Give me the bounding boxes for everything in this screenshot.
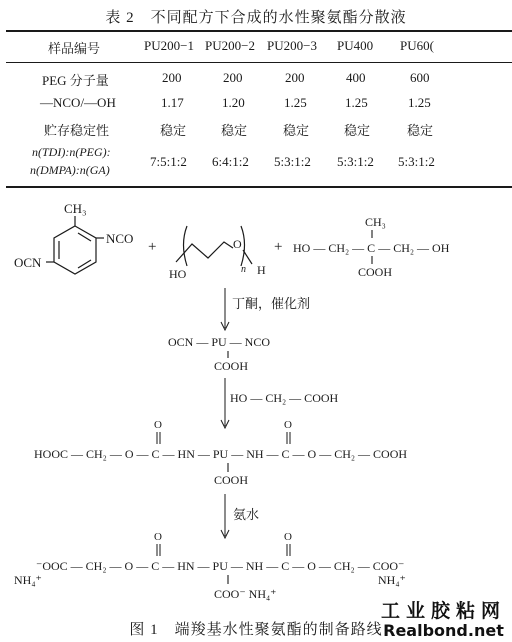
table-cell: 稳定	[160, 123, 187, 138]
table-header-col-4: PU400	[337, 38, 374, 53]
salt-carbonyl-o-right: O	[284, 531, 292, 543]
peg-o: O	[233, 237, 242, 251]
acid-product-cooh: COOH	[214, 473, 249, 487]
nh4-left: NH₄⁺	[14, 573, 42, 587]
prepolymer-cooh: COOH	[214, 359, 249, 373]
table-cell: 400	[346, 70, 366, 85]
salt-carbonyl-o-left: O	[154, 531, 162, 543]
table-cell: 200	[223, 70, 243, 85]
table-header-col-1: PU200−1	[144, 38, 194, 53]
row-label-peg-mw: PEG 分子量	[42, 73, 109, 88]
step3-reagent: 氨水	[233, 507, 260, 522]
peg-ho: HO	[169, 267, 187, 281]
peg-h: H	[257, 263, 266, 277]
salt-product-chain: ⁻OOC — CH₂ — O — C — HN — PU — NH — C — O — CH₂ — COO⁻	[36, 559, 405, 573]
table-header-col-5: PU60(	[400, 38, 434, 53]
table-cell: 600	[410, 70, 430, 85]
prepolymer-chain: OCN — PU — NCO	[168, 335, 271, 349]
table-cell: 1.25	[345, 95, 368, 110]
table-header-rule	[6, 62, 512, 63]
tdi-ocn: OCN	[14, 255, 42, 270]
table-header-col-2: PU200−2	[205, 38, 255, 53]
table-cell: 稳定	[283, 123, 310, 138]
table-cell: 5:3:1:2	[398, 154, 435, 169]
table-cell: 5:3:1:2	[274, 154, 311, 169]
tdi-ch3: CH₃	[64, 201, 87, 216]
figure-caption: 图 1 端羧基水性聚氨酯的制备路线	[129, 622, 383, 638]
acid-carbonyl-o-right: O	[284, 419, 292, 431]
row-label-ratio-line1: n(TDI):n(PEG):	[32, 145, 111, 159]
plus-sign: +	[274, 239, 283, 255]
row-label-nco-oh: —NCO/—OH	[40, 95, 116, 110]
watermark-line1: 工业胶粘网	[380, 600, 506, 622]
table-title: 表 2 不同配方下合成的水性聚氨酯分散液	[105, 10, 407, 26]
table-cell: 1.25	[284, 95, 307, 110]
reaction-scheme	[0, 196, 512, 616]
acid-carbonyl-o-left: O	[154, 419, 162, 431]
step2-reagent: HO — CH₂ — COOH	[230, 391, 339, 405]
tdi-benzene-ring	[46, 216, 104, 274]
row-label-ratio-line2: n(DMPA):n(GA)	[30, 163, 110, 177]
dmpa-cooh: COOH	[358, 265, 393, 279]
table-header-label: 样品编号	[48, 41, 101, 56]
watermark-line2: Realbond.net	[383, 621, 504, 640]
table-cell: 200	[285, 70, 305, 85]
dmpa-chain: HO — CH₂ — C — CH₂ — OH	[293, 241, 450, 255]
table-bottom-rule	[6, 186, 512, 188]
table-top-rule	[6, 30, 512, 32]
watermark-logo	[381, 596, 506, 640]
table-cell: 稳定	[344, 123, 371, 138]
row-label-storage-stability: 贮存稳定性	[44, 123, 110, 138]
tdi-nco: NCO	[106, 231, 134, 246]
table-cell: 1.17	[161, 95, 184, 110]
table-cell: 7:5:1:2	[150, 154, 187, 169]
table-cell: 200	[162, 70, 182, 85]
table-header-col-3: PU200−3	[267, 38, 317, 53]
table-cell: 1.25	[408, 95, 431, 110]
dmpa-ch3: CH₃	[365, 215, 386, 229]
table-cell: 6:4:1:2	[212, 154, 249, 169]
table-cell: 5:3:1:2	[337, 154, 374, 169]
table-cell: 稳定	[221, 123, 248, 138]
table-cell: 稳定	[407, 123, 434, 138]
step1-reagent: 丁酮，催化剂	[232, 296, 311, 311]
salt-product-bottom: COO⁻ NH₄⁺	[214, 587, 277, 601]
nh4-right: NH₄⁺	[378, 573, 406, 587]
plus-sign: +	[148, 239, 157, 255]
peg-subscript-n: n	[241, 264, 246, 275]
acid-product-chain: HOOC — CH₂ — O — C — HN — PU — NH — C — O — CH₂ — COOH	[34, 447, 408, 461]
table-cell: 1.20	[222, 95, 245, 110]
